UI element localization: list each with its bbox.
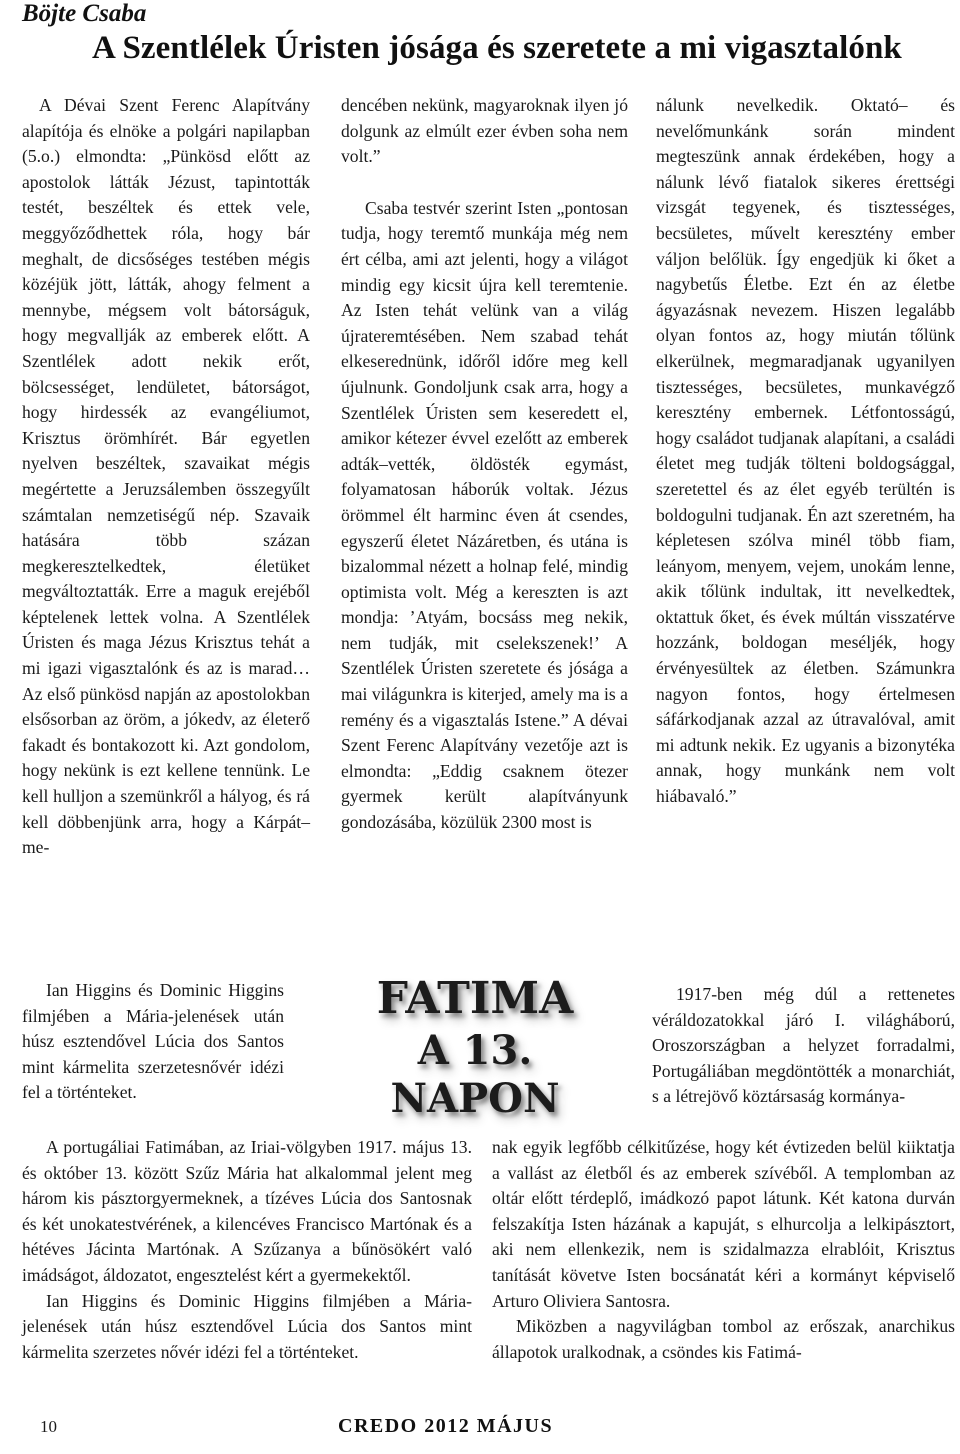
publication-footer: CREDO 2012 MÁJUS bbox=[338, 1415, 554, 1437]
fatima-heading bbox=[330, 975, 620, 1123]
paragraph: Ian Higgins és Dominic Higgins filmjében a Mária-jelenések után húsz esztendővel Lúcia dos Santos mint kármelita szerzetes nővér idézi fel a történteket. bbox=[22, 1290, 472, 1362]
article-column-1 bbox=[22, 93, 310, 873]
paragraph: Miközben a nagyvilágban tombol az erőszak, anarchikus állapotok uralkodnak, a csöndes kis Fatimá- bbox=[492, 1316, 955, 1362]
paragraph: 1917-ben még dúl a rettenetes véráldozatokkal járó I. világháború, Oroszországban a helyzet forradalmi, Portugáliában megdöntötték a monarchiát, s a létrejövő köztársaság kormánya- bbox=[652, 984, 955, 1107]
paragraph: dencében nekünk, magyaroknak ilyen jó dolgunk az elmúlt ezer évben soha nem volt.” bbox=[341, 95, 628, 167]
fatima-intro bbox=[22, 978, 284, 1106]
author-name: Böjte Csaba bbox=[22, 0, 147, 27]
article-column-2 bbox=[341, 93, 628, 848]
fatima-right-bottom bbox=[492, 1135, 955, 1365]
paragraph: A Dévai Szent Ferenc Alapítvány alapítója és elnöke a polgári napilapban (5.o.) elmondta: „Pünkösd előtt az apostolok látták Jézust, tapintották testét, beszéltek és ettek vele, meggyőződhettek róla, hogy bár meghalt, de dicsőséges testében mégis közéjük jött, látták, ahogy felment a mennybe, mégsem volt bátorságuk, hogy megvallják az emberek előtt. A Szentlélek adott nekik erőt, bölcsességet, lendületet, bátorságot, hogy hirdessék az evangéliumot, Krisztus örömhírét. Bár egyetlen nyelven beszéltek, szavaikat mégis megértette a Jeruzsálemben összegyűlt számtalan nemzetiségű nép. Szavaik hatására több százan megkeresztelkedtek, életüket megváltoztatták. Erre a maguk erejéből képtelenek lettek volna. A Szentlélek Úristen és maga Jézus Krisztus tehát a mi igazi vigasztalónk és az is marad… Az első pünkösd napján az apostolokban elsősorban az öröm, a jókedv, az életerő fakadt és bontakozott ki. Azt gondolom, hogy nekünk is ezt kellene tennünk. Le kell hulljon a szemünkről a hályog, és rá kell döbbenjünk arra, hogy a Kárpát–me- bbox=[22, 95, 310, 858]
article-column-3 bbox=[656, 93, 955, 822]
fatima-left-text bbox=[22, 1135, 472, 1365]
page-number: 10 bbox=[40, 1417, 57, 1436]
fatima-heading-line1: FATIMA bbox=[376, 973, 574, 1024]
fatima-heading-line2: A 13. NAPON bbox=[390, 1027, 560, 1122]
fatima-right-top bbox=[652, 982, 955, 1110]
paragraph: A portugáliai Fatimában, az Iriai-völgyben 1917. május 13. és október 13. között Szűz Mária hat alkalommal jelent meg három kis pásztorgyermeknek, a tízéves Lúcia dos Santosnak és két unokatestvérének, a kilencéves Francisco Martónak és a hétéves Jácinta Martónak. A Szűzanya a bűnösökért való imádságot, áldozatot, engesztelést kért a gyermekektől. bbox=[22, 1137, 472, 1285]
article-title: A Szentlélek Úristen jósága és szeretete a mi vigasztalónk bbox=[92, 30, 902, 66]
paragraph: Csaba testvér szerint Isten „pontosan tudja, hogy teremtő munkája még nem ért célba, ami azt jelenti, hogy a világot mindig egy kicsit újra kell teremtenie. Az Isten tehát velünk van a világ újrateremtésében. Nem szabad tehát elkeserednünk, időről időre meg kell újulnunk. Gondoljunk csak arra, hogy a Szentlélek Úristen sem keseredett el, amikor kétezer évvel ezelőtt az emberek adták–vették, öldösték egymást, folyamatosan háborúk voltak. Jézus örömmel élt harminc éven át csendes, egyszerű életet Názáretben, és utána is bizalommal nézett a holnap felé, mindig optimista volt. Még a kereszten is azt mondja: ’Atyám, bocsáss meg nekik, nem tudják, mit cselekszenek!’ A Szentlélek Úristen szeretete és jósága a mai világunkra is kiterjed, amely ma is a remény és a vigasztalás Istene.” A dévai Szent Ferenc Alapítvány vezetője azt is elmondta: „Eddig csaknem ötezer gyermek került alapítványunk gondozásába, közülük 2300 most is bbox=[341, 197, 628, 833]
paragraph: nak egyik legfőbb célkitűzése, hogy két évtizeden belül kiiktatja a vallást az életből és az emberek szívéből. A templomban az oltár előtt térdeplő, imádkozó papot látunk. Két katona durván felszakítja Isten házának a kapuját, s elhurcolja a lelkipásztort, aki nem ellenkezik, nem is szidalmazza elrablóit, Krisztus tanítását követve Isten bocsánatát kéri a kormányt képviselő Arturo Oliviera Santosra. bbox=[492, 1137, 955, 1311]
paragraph: Ian Higgins és Dominic Higgins filmjében a Mária-jelenések után húsz esztendővel Lúcia dos Santos mint kármelita szerzetesnővér idézi fel a történteket. bbox=[22, 980, 284, 1103]
paragraph: nálunk nevelkedik. Oktató– és nevelőmunkánk során mindent megteszünk annak érdekében, hogy a nálunk lévő fiatalok sikeres érettségi vizsgát tegyenek, és tisztességes, becsületes, művelt keresztény ember váljon belőlük. Így engedjük ki őket a nagybetűs Életbe. Ezt én az életbe ágyazásnak nevezem. Hiszen legalább olyan fontos az, hogy miután tőlünk elkerülnek, megmaradjanak ugyanilyen tisztességes, becsületes, munkavégző keresztény embernek. Létfontosságú, hogy családot tudjanak alapítani, a családi életet meg tudják tölteni boldogsággal, szeretettel és az élet egyéb terültén is boldogulni tudjanak. Én azt szeretném, ha képletesen szólva minél több fiam, leányom, menyem, vejem, unokám lenne, akik tőlünk indultak, itt nevelkedtek, oktattuk őket, és évek múltán visszatérve hozzánk, boldogan meséljék, hogy érvényesültek az életben. Számunkra nagyon fontos, hogy értelmesen sáfárkodjanak azzal az útravalóval, amit mi adtunk nekik. Ez ugyanis a bizonytéka annak, hogy munkánk nem volt hiábavaló.” bbox=[656, 95, 955, 807]
